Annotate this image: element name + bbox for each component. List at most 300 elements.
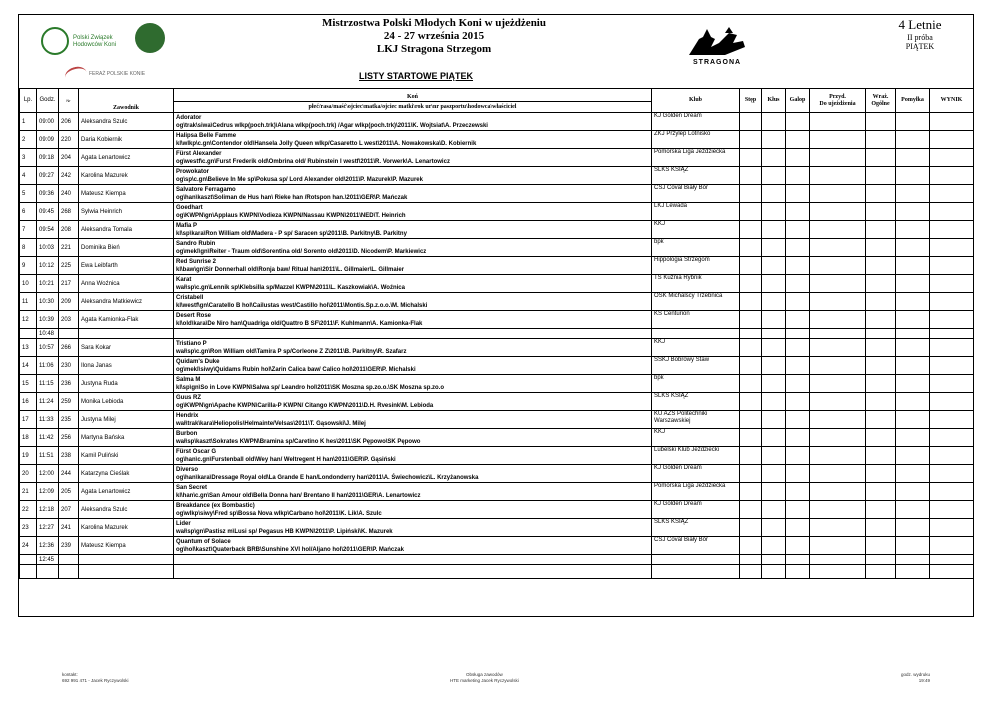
score-step [740,131,762,149]
horse-name: Salvatore Ferragamo [176,186,236,193]
col-step: Stęp [740,89,762,113]
row-club: bpk [652,239,740,257]
score-klus [762,131,786,149]
row-time: 09:54 [37,221,59,239]
row-time: 12:09 [37,483,59,501]
score-wraz [866,275,896,293]
score-step [740,375,762,393]
score-step [740,483,762,501]
score-wraz [866,465,896,483]
row-club: Pomorska Liga Jeździecka [652,149,740,167]
horse-details: wał\sp\c.gn\Lennik sp\Klebsilla sp/Mazzel KWPN\2011\L. Kaszkowiak\A. Woźnica [176,284,405,291]
row-nr: 242 [59,167,79,185]
score-pomylka [896,537,930,555]
row-lp: 11 [20,293,37,311]
row-nr: 241 [59,519,79,537]
table-row [20,239,974,257]
horse-head-icon [41,27,69,55]
row-horse [174,221,652,239]
row-lp: 3 [20,149,37,167]
break-time: 12:45 [37,555,59,565]
col-klus: Kłus [762,89,786,113]
score-galop [786,447,810,465]
score-wynik [930,311,974,329]
row-nr: 225 [59,257,79,275]
score-step [740,393,762,411]
score-pomylka [896,185,930,203]
score-pomylka [896,375,930,393]
horse-details: wał\sp\kaszt\Sokrates KWPN\Bramina sp/Caretino K hes\2011\SK Pępowo\SK Pępowo [176,438,421,445]
polskie-konie-logo: FERAŻ POLSKIE KONIE [65,65,175,83]
row-club: KJ Golden Dream [652,465,740,483]
horse-details: wał\sp\c.gn\Ron William old\Tamira P sp/Corleone Z Z\2011\B. Parkitny\R. Szafarz [176,348,407,355]
document-frame [18,14,974,617]
col-zawodnik: Zawodnik [79,89,174,113]
horse-name: Guus RZ [176,394,201,401]
horse-details: og\mekl\gn\Reiter - Traum old\Sorentina old/ Sorento old\2011\D. Nicodem\P. Markiewicz [176,248,427,255]
score-galop [786,519,810,537]
score-wraz [866,339,896,357]
row-time: 11:06 [37,357,59,375]
score-wynik [930,357,974,375]
row-rider: Agata Lenartowicz [79,483,174,501]
empty-row [20,565,974,579]
table-row [20,167,974,185]
score-klus [762,203,786,221]
row-club: OSK Michalscy Trzebnica [652,293,740,311]
row-rider: Dominika Bień [79,239,174,257]
score-wynik [930,411,974,429]
row-lp: 24 [20,537,37,555]
horse-details: kl\han\c.gn\San Amour old\Bella Donna han/ Brentano II han\2011\GER\A. Lenartowicz [176,492,421,499]
score-przyd [810,257,866,275]
score-pomylka [896,239,930,257]
score-step [740,357,762,375]
col-przyd: Przyd. Do ujeżdżenia [810,89,866,113]
table-row [20,275,974,293]
score-przyd [810,339,866,357]
score-przyd [810,483,866,501]
score-wynik [930,447,974,465]
score-step [740,275,762,293]
table-row [20,375,974,393]
table-row [20,221,974,239]
row-horse [174,519,652,537]
score-pomylka [896,411,930,429]
score-wraz [866,257,896,275]
row-nr: 256 [59,429,79,447]
score-klus [762,447,786,465]
score-przyd [810,447,866,465]
score-klus [762,167,786,185]
score-step [740,339,762,357]
horses-icon [685,25,749,59]
row-rider: Karolina Mazurek [79,167,174,185]
score-step [740,537,762,555]
score-wynik [930,185,974,203]
score-wraz [866,221,896,239]
score-wraz [866,447,896,465]
score-galop [786,393,810,411]
row-nr: 203 [59,311,79,329]
score-klus [762,293,786,311]
col-wynik: WYNIK [930,89,974,113]
score-klus [762,339,786,357]
score-wraz [866,311,896,329]
row-rider: Aleksandra Szulc [79,501,174,519]
table-row [20,339,974,357]
row-rider: Mateusz Kiempa [79,537,174,555]
break-row [20,329,974,339]
horse-details: og\KWPN\gn\Applaus KWPN\Vodieza KWPN/Nassau KWPN\2011\NED\T. Heinrich [176,212,406,219]
horse-name: Adorator [176,114,202,121]
score-galop [786,203,810,221]
row-lp: 21 [20,483,37,501]
row-horse [174,203,652,221]
horse-name: Red Sunrise 2 [176,258,217,265]
score-wraz [866,501,896,519]
horse-details: kl\old\kara\De Niro han\Quadriga old/Quattro B SF\2011\F. Kuhlmann\A. Kamionka-Flak [176,320,423,327]
score-step [740,149,762,167]
row-nr: 238 [59,447,79,465]
score-pomylka [896,311,930,329]
score-wynik [930,465,974,483]
score-wynik [930,131,974,149]
horse-name: Prowokator [176,168,210,175]
table-row [20,203,974,221]
horse-name: Burbon [176,430,198,437]
score-step [740,501,762,519]
row-rider: Justyna Ruda [79,375,174,393]
score-wraz [866,375,896,393]
row-lp: 19 [20,447,37,465]
row-club: CSJ Coval Biały Bór [652,537,740,555]
score-step [740,519,762,537]
horse-name: Quidam's Duke [176,358,220,365]
stragona-logo: STRAGONA [685,25,749,69]
row-club: Pomorska Liga Jeździecka [652,483,740,501]
table-row [20,357,974,375]
row-rider: Monika Lebioda [79,393,174,411]
row-nr: 206 [59,113,79,131]
row-horse [174,537,652,555]
score-step [740,167,762,185]
row-time: 10:12 [37,257,59,275]
row-horse [174,375,652,393]
row-nr: 230 [59,357,79,375]
score-klus [762,257,786,275]
row-rider: Aleksandra Szulc [79,113,174,131]
score-pomylka [896,131,930,149]
page-subtitle: LISTY STARTOWE PIĄTEK [359,71,474,81]
score-klus [762,221,786,239]
row-rider: Daria Kobiernik [79,131,174,149]
row-lp: 1 [20,113,37,131]
score-przyd [810,203,866,221]
row-club: KS Centurion [652,311,740,329]
score-pomylka [896,465,930,483]
footer-print-time: godz. wydruku 19:49 [900,672,930,683]
score-wynik [930,113,974,131]
col-lp: Lp. [20,89,37,113]
score-wynik [930,519,974,537]
score-wraz [866,293,896,311]
row-horse [174,275,652,293]
score-step [740,203,762,221]
horse-details: og\han\kara\Dressage Royal old\La Grande E han/Londonderry han\2011\A. Świechowicz\L. Krzyżanowska [176,474,479,481]
table-row [20,483,974,501]
row-club: KKJ [652,429,740,447]
horse-details: kl\baw\gn\Sir Donnerhall old\Ronja baw/ Ritual han\2011\L. Gillmaier\L. Gillmaier [176,266,405,273]
score-przyd [810,275,866,293]
score-step [740,447,762,465]
score-wraz [866,483,896,501]
score-przyd [810,113,866,131]
score-galop [786,131,810,149]
score-wraz [866,519,896,537]
score-przyd [810,357,866,375]
score-step [740,293,762,311]
horse-name: Mafia P [176,222,198,229]
table-row [20,185,974,203]
row-nr: 240 [59,185,79,203]
score-wynik [930,393,974,411]
row-nr: 244 [59,465,79,483]
horse-details: og\westf\c.gn\Furst Frederik old\Ombrina old/ Rubinstein I westf\2011\R. Vorwerk\A. Lenartowicz [176,158,450,165]
score-klus [762,537,786,555]
row-time: 10:21 [37,275,59,293]
row-club: Lubelski Klub Jeździecki [652,447,740,465]
score-pomylka [896,519,930,537]
score-klus [762,465,786,483]
score-pomylka [896,203,930,221]
score-pomylka [896,483,930,501]
horse-name: Fürst Oscar G [176,448,217,455]
score-wynik [930,483,974,501]
table-row [20,465,974,483]
table-row [20,293,974,311]
row-horse [174,411,652,429]
row-club: SLKS KSIĄŻ [652,393,740,411]
score-klus [762,311,786,329]
pzhk-logo: Polski Związek Hodowców Koni [41,23,151,63]
score-pomylka [896,113,930,131]
row-club: CSJ Coval Biały Bór [652,185,740,203]
row-rider: Aleksandra Tomala [79,221,174,239]
horse-name: Cristabell [176,294,204,301]
score-galop [786,185,810,203]
score-step [740,221,762,239]
score-przyd [810,185,866,203]
col-galop: Galop [786,89,810,113]
row-rider: Kamil Puliński [79,447,174,465]
score-wraz [866,149,896,167]
seal-logo [135,23,165,53]
row-club: bpk [652,375,740,393]
score-galop [786,167,810,185]
score-pomylka [896,275,930,293]
row-time: 11:51 [37,447,59,465]
score-wraz [866,203,896,221]
row-horse [174,293,652,311]
score-wraz [866,393,896,411]
break-time: 10:48 [37,329,59,339]
horse-details: wał\sp\gn\Pastisz m\Lusi sp/ Pegasus HB KWPN\2011\P. Lipiński\K. Mazurek [176,528,393,535]
score-galop [786,257,810,275]
row-nr: 209 [59,293,79,311]
score-przyd [810,537,866,555]
score-galop [786,339,810,357]
score-klus [762,411,786,429]
row-nr: 207 [59,501,79,519]
row-nr: 268 [59,203,79,221]
row-time: 09:27 [37,167,59,185]
footer-service: Obsługa zawodów HTE marketing Jacek Ryczywolski [450,672,519,683]
score-klus [762,501,786,519]
score-wynik [930,221,974,239]
score-step [740,113,762,131]
score-galop [786,221,810,239]
row-club: KKJ [652,221,740,239]
row-lp: 14 [20,357,37,375]
row-nr: 208 [59,221,79,239]
score-klus [762,185,786,203]
horse-details: og\sp\c.gn\Believe In Me sp\Pokusa sp/ Lord Alexander old\2011\P. Mazurek\P. Mazurek [176,176,423,183]
row-lp: 12 [20,311,37,329]
row-lp: 22 [20,501,37,519]
row-rider: Sylwia Heinrich [79,203,174,221]
score-galop [786,501,810,519]
row-rider: Sara Kokar [79,339,174,357]
horse-details: kl\westf\gn\Caratello B hol\Cailustas west/Castillo hol\2011\Montis.Sp.z.o.o.\M. Michalski [176,302,428,309]
score-wynik [930,275,974,293]
row-club: KU AZS Politechniki Warszawskiej [652,411,740,429]
horse-name: Salma M [176,376,201,383]
horse-name: Tristiano P [176,340,207,347]
score-wynik [930,339,974,357]
col-godz: Godz. [37,89,59,113]
score-klus [762,393,786,411]
row-time: 11:42 [37,429,59,447]
row-time: 09:36 [37,185,59,203]
row-time: 12:27 [37,519,59,537]
row-time: 12:18 [37,501,59,519]
horse-name: Lider [176,520,191,527]
row-lp: 4 [20,167,37,185]
table-row [20,311,974,329]
score-pomylka [896,501,930,519]
category-box: 4 Letnie II próba PIĄTEK [898,17,942,51]
table-row [20,257,974,275]
score-galop [786,483,810,501]
swoosh-icon [63,64,88,85]
row-time: 11:24 [37,393,59,411]
row-horse [174,429,652,447]
row-rider: Karolina Mazurek [79,519,174,537]
row-lp: 23 [20,519,37,537]
score-klus [762,429,786,447]
score-pomylka [896,447,930,465]
score-step [740,429,762,447]
score-klus [762,239,786,257]
horse-name: Fürst Alexander [176,150,222,157]
score-galop [786,357,810,375]
score-wynik [930,375,974,393]
row-nr: 220 [59,131,79,149]
score-przyd [810,311,866,329]
row-club: KJ Golden Dream [652,113,740,131]
horse-name: Quantum of Solace [176,538,231,545]
row-lp: 15 [20,375,37,393]
row-horse [174,339,652,357]
row-horse [174,501,652,519]
row-time: 09:45 [37,203,59,221]
score-klus [762,483,786,501]
horse-details: og\KWPN\gn\Apache KWPN\Carilla-P KWPN/ Citango KWPN\2011\D.H. Rvesink\M. Lebioda [176,402,434,409]
score-przyd [810,501,866,519]
row-nr: 259 [59,393,79,411]
row-horse [174,149,652,167]
score-pomylka [896,167,930,185]
score-galop [786,239,810,257]
row-horse [174,257,652,275]
row-nr: 221 [59,239,79,257]
score-wraz [866,411,896,429]
score-pomylka [896,149,930,167]
horse-details: og\trak\siwa\Cedrus wlkp(poch.trk)\Alana wlkp(poch.trk) /Agar wlkp(poch.trk)\2011\K. Wojtsiat\A. Przeczewski [176,122,488,129]
table-row [20,113,974,131]
row-time: 12:36 [37,537,59,555]
table-header-row [20,89,974,113]
score-wynik [930,429,974,447]
score-step [740,465,762,483]
score-galop [786,375,810,393]
row-horse [174,447,652,465]
score-wynik [930,149,974,167]
break-row [20,555,974,565]
horse-name: Desert Rose [176,312,212,319]
score-klus [762,375,786,393]
score-przyd [810,293,866,311]
row-rider: Mateusz Kiempa [79,185,174,203]
horse-name: Hendrix [176,412,199,419]
score-galop [786,311,810,329]
horse-name: Karat [176,276,192,283]
score-wraz [866,537,896,555]
score-wraz [866,113,896,131]
table-row [20,429,974,447]
score-galop [786,429,810,447]
score-wynik [930,537,974,555]
score-wraz [866,185,896,203]
score-galop [786,411,810,429]
row-time: 10:57 [37,339,59,357]
row-lp: 13 [20,339,37,357]
score-wynik [930,257,974,275]
row-rider: Agata Kamionka-Flak [79,311,174,329]
row-club: KKJ [652,339,740,357]
score-klus [762,149,786,167]
score-wraz [866,167,896,185]
horse-name: Goedhart [176,204,203,211]
score-galop [786,113,810,131]
horse-name: San Secret [176,484,208,491]
score-przyd [810,519,866,537]
row-horse [174,393,652,411]
score-przyd [810,429,866,447]
row-horse [174,465,652,483]
score-klus [762,113,786,131]
